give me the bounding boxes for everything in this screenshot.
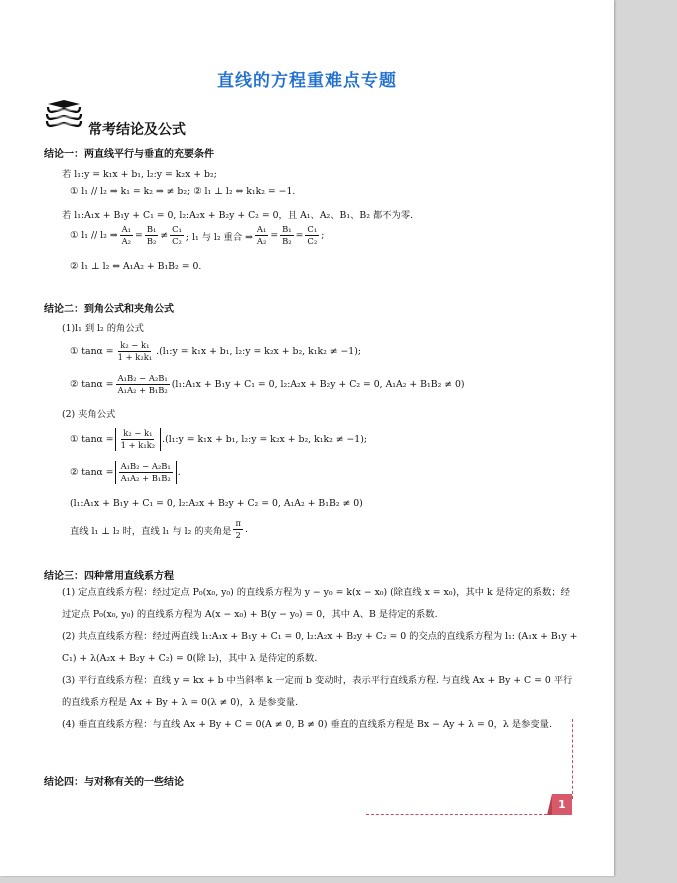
page-number: 1 <box>552 794 572 815</box>
c2-formula-3: ① tanα = $\frac{\text{k₂ − k₁}}{\text{1 + k₁k₂}}$ .(l₁:y = k₁x + b₁, l₂:y = k₂x + b₂, k₁k₂ ≠ −1); <box>70 428 367 450</box>
section-heading: 常考结论及公式 <box>88 122 186 138</box>
c1-line-4: ① l₁ // l₂ ⇒ $\frac{\text{A₁}}{\text{A₂}}$ = $\frac{\text{B₁}}{\text{B₂}}$ ≠ $\frac{\text{C₁}}{\text{C₂}}$ ; l₁ 与 l₂ 重合 ⇒ $\frac{\text{A₁}}{\text{A₂}}$ = $\frac{\text{B₁}}{\text{B₂}}$ = $\frac{\text{C₁}}{\text{C₂}}$ ; <box>70 224 325 246</box>
c1-l4-prefix: ① l₁ // l₂ ⇒ <box>70 230 118 241</box>
page-title: 直线的方程重难点专题 <box>217 71 397 91</box>
c2-formula-1: ① tanα = $\frac{\text{k₂ − k₁}}{\text{1 + k₂k₁}}$ .(l₁:y = k₁x + b₁, l₂:y = k₂x + b₂, k₁k₂ ≠ −1); <box>70 340 361 362</box>
c2-formula-4: ② tanα = $\frac{\text{A₁B₂ − A₂B₁}}{\text{A₁A₂ + B₁B₂}}$ . <box>70 461 181 483</box>
c2-sub-1: (1)l₁ 到 l₂ 的角公式 <box>62 323 144 334</box>
c2-formula-2: ② tanα = $\frac{\text{A₁B₂ − A₂B₁}}{\text{A₁A₂ + B₁B₂}}$ (l₁:A₁x + B₁y + C₁ = 0, l₂:A₂x + B₂y + C₂ = 0, A₁A₂ + B₁B₂ ≠ 0) <box>70 373 465 395</box>
frac-c1-c2: $\frac{\text{C₁}}{\text{C₂}}$ <box>172 224 182 246</box>
c2-formula-5: (l₁:A₁x + B₁y + C₁ = 0, l₂:A₂x + B₂y + C₂ = 0, A₁A₂ + B₁B₂ ≠ 0) <box>70 498 363 509</box>
c1-l4-middle: ; l₁ 与 l₂ 重合 ⇒ <box>185 231 253 243</box>
c2-formula-6: 直线 l₁ ⊥ l₂ 时，直线 l₁ 与 l₂ 的夹角是 $\frac{\pi}{2}$ . <box>70 518 248 540</box>
frac-b1-b2: $\frac{\text{B₁}}{\text{B₂}}$ <box>146 224 157 246</box>
conclusion-2-heading: 结论二：到角公式和夹角公式 <box>44 304 174 315</box>
books-icon <box>44 98 84 132</box>
frac-c1-c2-coincide: $\frac{\text{C₁}}{\text{C₂}}$ <box>307 224 318 246</box>
c3-paragraphs: (1) 定点直线系方程：经过定点 P₀(x₀, y₀) 的直线系方程为 y − y₀ = k(x − x₀) (除直线 x = x₀)，其中 k 是待定的系数；经过定点 P₀(x₀, y₀) 的直线系方程为 A(x − x₀) + B(y − y₀) = 0，其中 A、B 是待定的系数. (2) 共点直线系方程：经过两直线 l₁:A₁x + B₁y + C₁ = 0, l₂:A₂x + B₂y + C₂ = 0 的交点的直线系方程为 l₁: (A₁x + B₁y + C₁) + λ(A₂x + B₂y + C₂) = 0(除 l₂)，其中 λ 是待定的系数. (3) 平行直线系方程：直线 y = kx + b 中当斜率 k 一定而 b 变动时，表示平行直线系方程. 与直线 Ax + By + C = 0 平行的直线系方程是 Ax + By + λ = 0(λ ≠ 0)，λ 是参变量. (4) 垂直直线系方程：与直线 Ax + By + C = 0(A ≠ 0, B ≠ 0) 垂直的直线系方程是 Bx − Ay + λ = 0，λ 是参变量. <box>62 587 578 730</box>
c1-line-2: ① l₁ // l₂ ⇒ k₁ = k₂ ⇒ ≠ b₂; ② l₁ ⊥ l₂ ⇔ k₁k₂ = −1. <box>70 186 296 197</box>
frac-a1-a2: $\frac{\text{A₁}}{\text{A₂}}$ <box>121 224 132 246</box>
c1-line-3: 若 l₁:A₁x + B₁y + C₁ = 0, l₂:A₂x + B₂y + C₂ = 0，且 A₁、A₂、B₁、B₂ 都不为零. <box>62 210 414 221</box>
conclusion-4-heading: 结论四：与对称有关的一些结论 <box>44 777 184 788</box>
c1-line-1: 若 l₁:y = k₁x + b₁, l₂:y = k₂x + b₂; <box>62 169 217 180</box>
corner-dash-horizontal <box>366 814 552 815</box>
frac-a1-a2-coincide: $\frac{\text{A₁}}{\text{A₂}}$ <box>256 224 267 246</box>
c1-line-5: ② l₁ ⊥ l₂ ⇔ A₁A₂ + B₁B₂ = 0. <box>70 261 202 272</box>
conclusion-3-heading: 结论三：四种常用直线系方程 <box>44 571 174 582</box>
c2-sub-2: (2) 夹角公式 <box>62 409 116 420</box>
corner-dash-vertical <box>572 719 573 799</box>
frac-b1-b2-coincide: $\frac{\text{B₁}}{\text{B₂}}$ <box>282 224 292 246</box>
conclusion-1-heading: 结论一：两直线平行与垂直的充要条件 <box>44 149 214 160</box>
